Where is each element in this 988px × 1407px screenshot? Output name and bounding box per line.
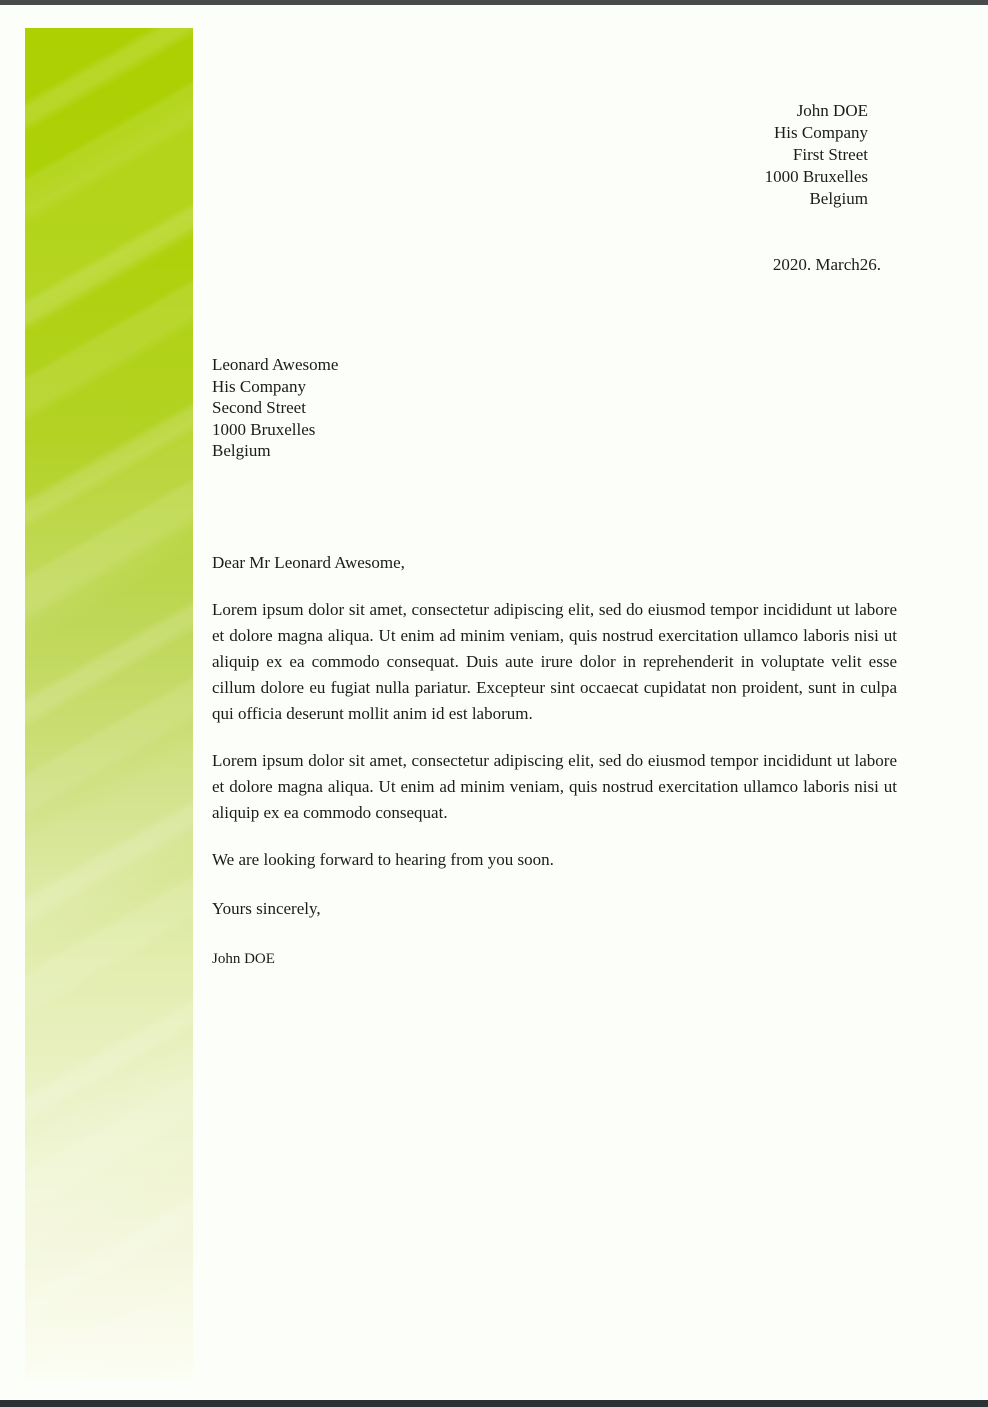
viewer-top-edge	[0, 0, 988, 5]
recipient-street: Second Street	[212, 398, 306, 417]
signature-name: John DOE	[212, 951, 275, 967]
body-paragraph-2: Lorem ipsum dolor sit amet, consectetur adipiscing elit, sed do eiusmod tempor incididunt ut labore et dolore magna aliqua. Ut enim ad minim veniam, quis nostrud exercitation ullamco laboris nisi ut aliquip ex ea commodo consequat.	[212, 751, 897, 822]
sender-name: John DOE	[796, 101, 868, 120]
salutation: Dear Mr Leonard Awesome,	[212, 553, 405, 572]
valediction: Yours sincerely,	[212, 899, 321, 918]
recipient-address-block	[212, 354, 338, 462]
sender-country: Belgium	[809, 189, 868, 208]
sender-address-block	[765, 100, 868, 210]
recipient-company: His Company	[212, 376, 306, 396]
sender-street: First Street	[792, 145, 868, 164]
sender-company: His Company	[774, 123, 868, 142]
recipient-name: Leonard Awesome	[212, 355, 339, 374]
letter-date: 2020. March26.	[772, 255, 881, 274]
recipient-country: Belgium	[212, 441, 271, 460]
letterhead-accent-bar	[25, 28, 193, 1380]
recipient-city: 1000 Bruxelles	[212, 419, 316, 439]
sender-city: 1000 Bruxelles	[764, 167, 868, 186]
body-paragraph-1: Lorem ipsum dolor sit amet, consectetur adipiscing elit, sed do eiusmod tempor incididunt ut labore et dolore magna aliqua. Ut enim ad minim veniam, quis nostrud exercitation ullamco laboris nisi ut aliquip ex ea commodo consequat. Duis aute irure dolor in reprehenderit in voluptate velit esse cillum dolore eu fugiat nulla pariatur. Excepteur sint occaecat cupidatat non proident, sunt in culpa qui officia deserunt mollit anim id est laborum.	[212, 600, 897, 723]
viewer-bottom-edge	[0, 1400, 988, 1407]
closing-line: We are looking forward to hearing from you soon.	[212, 850, 554, 869]
letter-body	[212, 550, 897, 972]
